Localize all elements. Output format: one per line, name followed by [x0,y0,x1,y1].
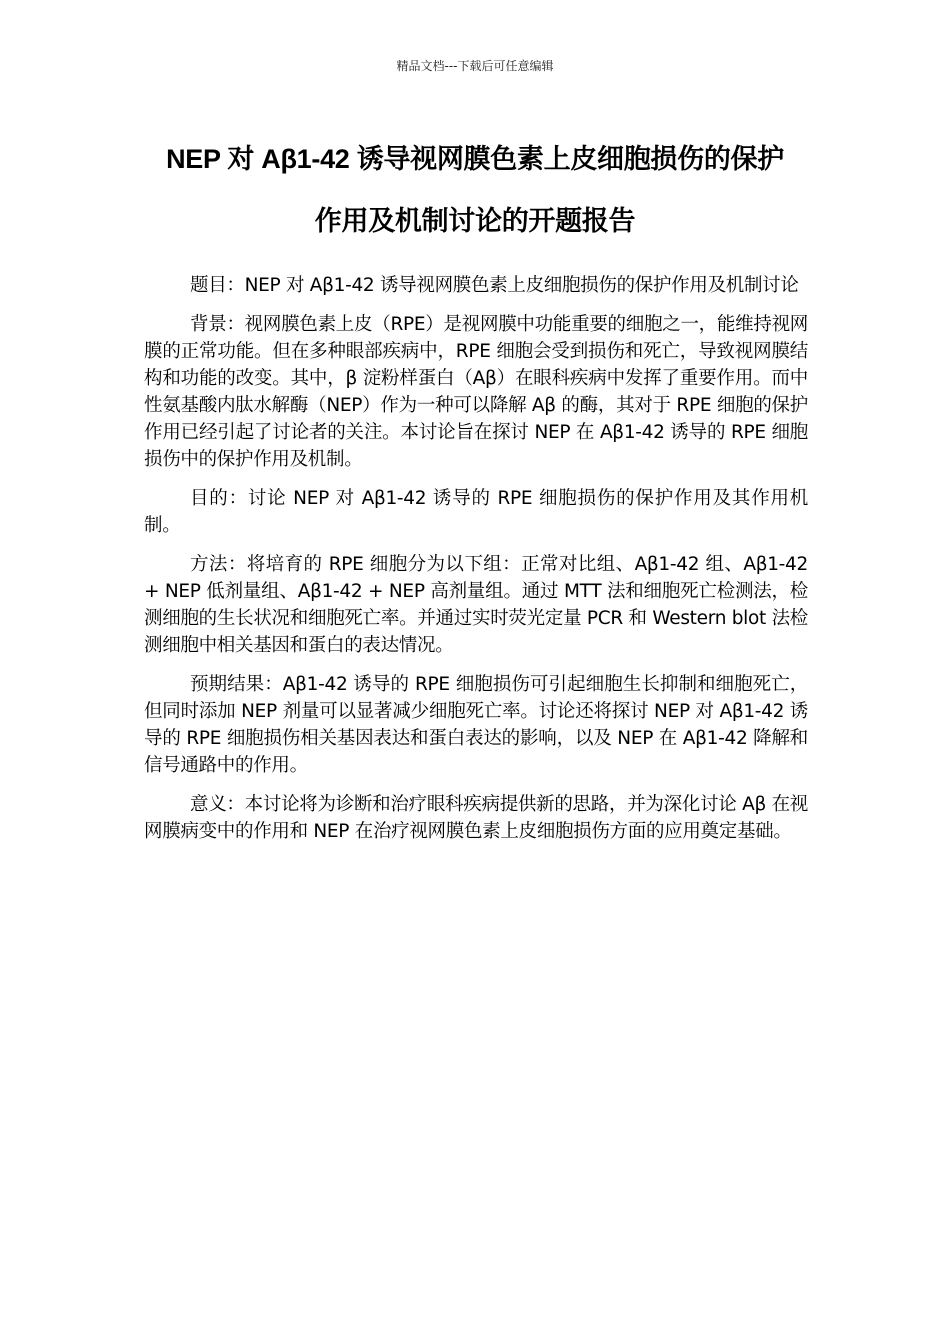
paragraph-methods: 方法：将培育的 RPE 细胞分为以下组：正常对比组、Aβ1-42 组、Aβ1-42 + NEP 低剂量组、Aβ1-42 + NEP 高剂量组。通过 MTT 法和细胞死亡检测法，检测细胞的生长状况和细胞死亡率。并通过实时荧光定量 PCR 和 Western blot 法检测细胞中相关基因和蛋白的表达情况。 [144,554,808,656]
document-body [144,272,808,857]
title-line-2: 作用及机制讨论的开题报告 [314,206,636,236]
paragraph-purpose: 目的：讨论 NEP 对 Aβ1-42 诱导的 RPE 细胞损伤的保护作用及其作用机制。 [144,488,808,536]
running-header: 精品文档---下载后可任意编辑 [396,59,554,73]
paragraph-significance: 意义：本讨论将为诊断和治疗眼科疾病提供新的思路，并为深化讨论 Aβ 在视网膜病变中的作用和 NEP 在治疗视网膜色素上皮细胞损伤方面的应用奠定基础。 [144,794,808,842]
title-line-1: NEP 对 Aβ1-42 诱导视网膜色素上皮细胞损伤的保护 [166,144,784,174]
paragraph-expected-results: 预期结果：Aβ1-42 诱导的 RPE 细胞损伤可引起细胞生长抑制和细胞死亡，但同时添加 NEP 剂量可以显著减少细胞死亡率。讨论还将探讨 NEP 对 Aβ1-42 诱导的 RPE 细胞损伤相关基因表达和蛋白表达的影响，以及 NEP 在 Aβ1-42 降解和信号通路中的作用。 [144,674,808,776]
document-title [120,128,830,252]
paragraph-background: 背景：视网膜色素上皮（RPE）是视网膜中功能重要的细胞之一，能维持视网膜的正常功能。但在多种眼部疾病中，RPE 细胞会受到损伤和死亡，导致视网膜结构和功能的改变。其中，β 淀粉样蛋白（Aβ）在眼科疾病中发挥了重要作用。而中性氨基酸内肽水解酶（NEP）作为一种可以降解 Aβ 的酶，其对于 RPE 细胞的保护作用已经引起了讨论者的关注。本讨论旨在探讨 NEP 在 Aβ1-42 诱导的 RPE 细胞损伤中的保护作用及机制。 [144,314,808,470]
paragraph-topic: 题目：NEP 对 Aβ1-42 诱导视网膜色素上皮细胞损伤的保护作用及机制讨论 [190,275,799,296]
